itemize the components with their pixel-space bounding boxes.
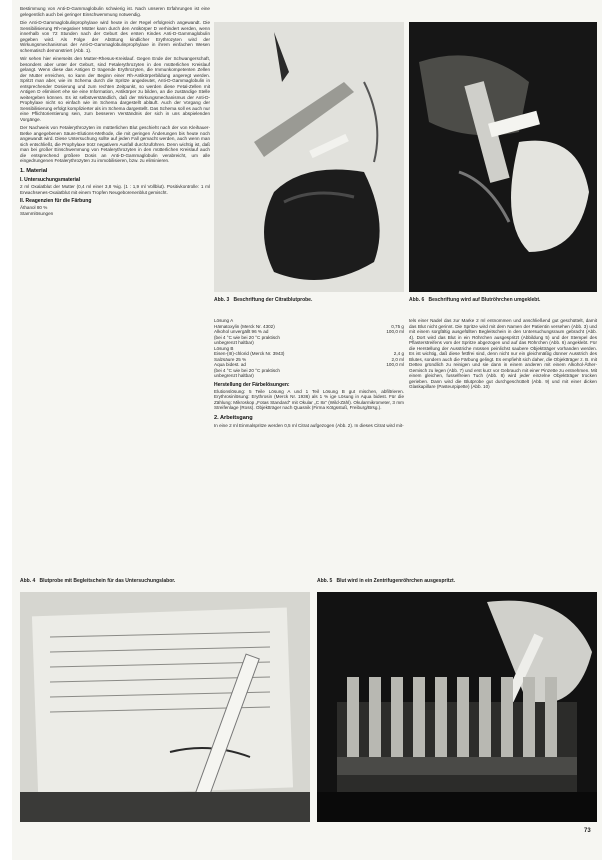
caption-text: Beschriftung wird auf Blutröhrchen umgeklebt.: [428, 297, 541, 303]
subsection-heading: II. Reagenzien für die Färbung: [20, 198, 92, 204]
photo-fig5-centrifuge-tubes: [317, 592, 597, 822]
caption-label: Abb. 4: [20, 578, 36, 584]
photo-fig6-illustration: [409, 22, 597, 292]
photo-fig3-illustration: [214, 22, 404, 292]
reagent-line: Hämatoxylin (Merck Nr. 4302) 0,75 g: [214, 323, 404, 329]
caption-label: Abb. 5: [317, 578, 333, 584]
magazine-page: [12, 0, 602, 860]
paragraph: Bestimmung von Anti-D-Gammaglobulin schwierig ist. Nach unseren Erfahrungen ist eine gelegentlich auch bei geringer Einschwemmung notwendig.: [20, 6, 210, 17]
list-item: Stammlösungen: [20, 210, 54, 216]
caption-text: Blut wird in ein Zentrifugenröhrchen ausgespritzt.: [336, 578, 456, 584]
paragraph: Elutionslösung: 5 Teile Lösung A und 1 Teil Lösung B gut mischen, abfiltrieren. Erythrosinlösung: Erythrosin (Merck Nr. 1936) als 1 % ige Lösung in Aqua bidest. Für die Zählung: Mikroskop „Fotas Standard“ mit Okular „C 8x“ (Wild-Zähl). Okularmikrometer, 3 mm Streifenlage (Ross). Objektträger nach Quasnik (Firma Kötgsstuß, Freiburg/Brsg.).: [214, 388, 404, 410]
paragraph: 2 ml Oxalatblut der Mutter (0,4 ml einer 3,8 %ig. (1 : 1,9 ml Vollblut). Positivkontrolle: 1 ml Erwachsenes-Oxalatblut mit einem Tropfen Neugeborenenblut gemischt.: [20, 184, 210, 195]
caption-label: Abb. 6: [409, 297, 425, 303]
subsection-heading: Herstellung der Färbelösungen:: [214, 381, 290, 388]
reagent-line: Lösung B: [214, 345, 234, 351]
caption-fig3: [214, 297, 404, 303]
reagent-line: (bei 4 °C wie bei 20 °C praktisch: [214, 334, 280, 340]
photo-fig3-labeling-blood-sample: [214, 22, 404, 292]
reagent-line: Eisen-(III)-chlorid (Merck Nr. 3943) 2,4 g: [214, 351, 404, 356]
middle-text-column: [214, 318, 404, 524]
reagent-line: Alkohol unvergällt 96 % ad 100,0 ml: [214, 329, 404, 334]
right-text-column: [409, 318, 597, 524]
reagent-line: unbegrenzt haltbar): [214, 373, 254, 378]
photo-fig6-label-on-tube: [409, 22, 597, 292]
reagent-line: Lösung A: [214, 318, 234, 323]
reagent-line: (bei 4 °C wie bei 20 °C praktisch: [214, 367, 280, 373]
photo-fig4-sample-with-form: [20, 592, 310, 822]
paragraph: Der Nachweis von Fetalerythrozyten im mütterlichen Blut geschieht nach der von Kleihauer-Betke angegebenen Säure-Elutions-Methode, die mit geringen Änderungen bis heute noch angewandt wird. Diese Untersuchung sollte auf jeden Fall gemacht werden, auch wenn man sich entschließt, die Prophylaxe trotz negativem Ausfall durchzuführen. Denn wichtig ist, daß man bei großer Einschwemmung von Fetalerythrozyten in den mütterlichen Kreislauf auch die entsprechend größere Dosis an Anti-D-Gammaglobulin verabreicht, um alle eingedrungenen Fetalerythrozyten zu immobilisieren, bzw. zu eliminieren.: [20, 125, 210, 163]
page-number: 73: [584, 828, 591, 834]
caption-text: Beschriftung der Citratblutprobe.: [233, 297, 313, 303]
reagent-line: Salzsäure 25 % 2,0 ml: [214, 356, 404, 362]
caption-label: Abb. 3: [214, 297, 230, 303]
reagent-line: Aqua bidest. ad 100,0 ml: [214, 362, 404, 367]
caption-text: Blutprobe mit Begleitschein für das Untersuchungslabor.: [39, 578, 176, 584]
photo-fig4-illustration: [20, 592, 310, 822]
caption-fig4: [20, 578, 310, 584]
section-heading: 2. Arbeitsgang: [214, 414, 253, 421]
paragraph: tels einer Nadel das zur Marke 2 ml entnommen und anschließend gut geschüttelt, damit das Blut nicht gerinnt. Die Spritze wird mit dem Namen der Patientin versehen (Abb. 3) und mit einem sorgfältig ausgefüllten Begleitschein in den Untersuchungsraum gebracht (Abb. 4). Dort wird das Blut in ein Röhrchen ausgespritzt (Abbildung 5) und der Stempel des Pflasterstreifens vom der Spritze abgezogen und auf das Röhrchen (Abb. 6) angeklebt. Für die Herstellung der Ausstriche müssen peinlichst saubere Objektträger vorhanden werden. Es ist wichtig, daß diese fettfrei sind, denn nicht nur ein gleichmäßig dünner Ausstrich des Blutes, sondern auch die Färbung gelingt. Es empfiehlt sich daher, die Objektträger z. B. mit Dettex gründlich zu reinigen und sie dann in einem anderen mit einem Alkohol-Äther-Gemisch zu legen (Abb. 7) und erst kurz vor Gebrauch mit einer Pinzette zu entnehmen. Mit einem gleichen, fusselfreien Tuch (Abb. 8) wird jeder einzelne Objektträger trocken gerieben. Dann wird die Blutprobe gut durchgeschüttelt (Abb. 9) und mit einer dicken Glaskapillare (Pasteurpipette) (Abb. 10): [409, 318, 597, 389]
list-item: Äthanol 80 %: [20, 205, 48, 210]
subsection-heading: I. Untersuchungsmaterial: [20, 177, 81, 183]
reagent-line: unbegrenzt haltbar): [214, 340, 254, 345]
paragraph: In eine 2 ml Einmalspritze werden 0,5 ml Citrat aufgezogen (Abb. 2). In dieses Citrat wird mit-: [214, 423, 404, 428]
paragraph: Die Anti-D-Gammaglobulinprophylaxe wird heute in der Regel erfolgreich angewandt. Die Sensibilisierung Rh-negativer Mütter kann durch den Antikörper D verhindert werden, wenn innerhalb von 72 Stunden nach der Geburt des ersten Kindes Anti-D-Gammaglobulin gegeben wird. Als Folge der Abtötung kindlicher Erythrozyten wird der Wirkungsmechanismus der Anti-D-Gammaglobulinprophylaxe in ihrem einfachen Wesen schematisch demonstriert (Abb. 1).: [20, 20, 210, 53]
section-heading: 1. Material: [20, 167, 48, 174]
caption-fig6: [409, 297, 597, 303]
caption-fig5: [317, 578, 597, 584]
paragraph: Wir sehen hier einerseits den Mutter-Rhesus-Kreislauf. Gegen Ende der Schwangerschaft, besonders aber unter der Geburt, sind Fetalerythrozyten in den mütterlichen Kreislauf gelangt. Wenn diese das Antigen D tragende Erythrozyten, die Immunkompetenten Zellen der Mutter erreichen, so kann der Beginn einer Rh-Antikörperbildung angeregt werden. Spritzt man aber, wie im Schema durch die Spritze angedeutet, Anti-D-Gammaglobulin in entsprechender Dosierung und zum rechten Zeitpunkt, so werden diese Fetal-Zellen mit Antigen D eliminiert ehe sie eine Information, Antikörper zu bilden, an die zuständige Stelle weitergeben können. Es ist selbstverständlich, daß der Wirkungsmechanismus der Anti-D-Prophylaxe nicht so einfach wie im Schema dargestellt abläuft. Auch der Vorgang der Sensibilisierung erfolgt komplizierter als im Schema dargestellt. Das Schema soll es auch nur eine Pflichtorientierung sein, zum besseren Verständnis der sich in uns abspielenden Vorgänge.: [20, 56, 210, 122]
left-text-column: [20, 6, 210, 522]
photo-fig5-illustration: [317, 592, 597, 822]
